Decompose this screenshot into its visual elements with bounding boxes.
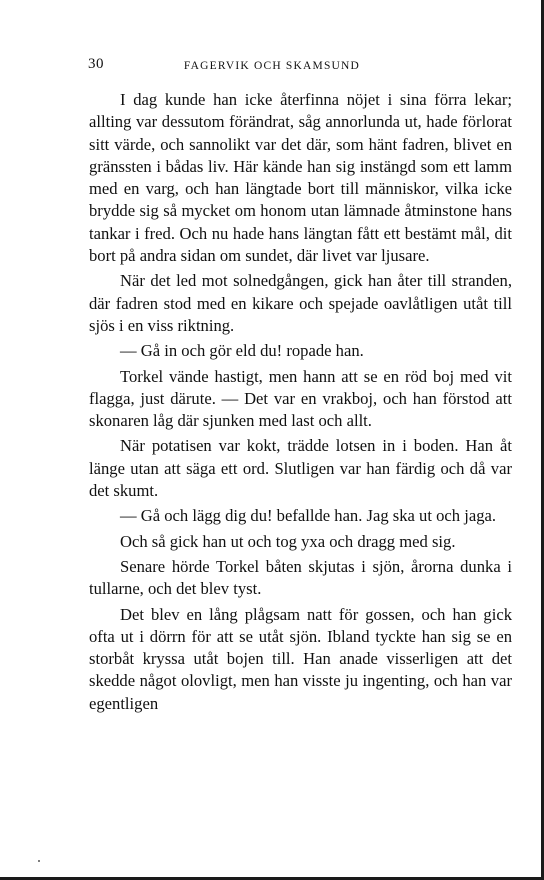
- paragraph: Och så gick han ut och tog yxa och dragg med sig.: [120, 531, 456, 551]
- paragraph: — Gå och lägg dig du! befallde han. Jag ska ut och jaga.: [120, 506, 497, 526]
- paragraph: I dag kunde han icke återfinna nöjet i sina förra lekar; allting var dessutom förändrat, såg annorlunda ut, hade förlorat sitt värde, och sannolikt var det där, som hänt fadren, blivet en gränssten i bådas liv. Här kände han sig instängd som ett lamm med en varg, och han längtade bort till människor, vilka icke brydde sig så mycket om honom utan lämnade åtminstone hans tankar i fred. Och nu hade hans längtan fått ett bestämt mål, dit bort på andra sidan om sundet, där livet var ljusare.: [89, 90, 512, 266]
- paragraph: Senare hörde Torkel båten skjutas i sjön, årorna dunka i tullarne, och det blev tyst.: [89, 556, 512, 599]
- paragraph: När det led mot solnedgången, gick han åter till stranden, där fadren stod med en kikare och spejade oavlåtligen utåt till sjös i en viss riktning.: [89, 271, 512, 335]
- scan-speck: [38, 860, 40, 862]
- paragraph: — Gå in och gör eld du! ropade han.: [120, 341, 364, 361]
- paragraph: När potatisen var kokt, trädde lotsen in i boden. Han åt länge utan att säga ett ord. Slutligen var han färdig och då var det skumt.: [89, 436, 512, 501]
- paragraph: Torkel vände hastigt, men hann att se en röd boj med vit flagga, just därute. — Det var en vrakboj, och han förstod att skonaren låg där sjunken med last och allt.: [89, 366, 512, 431]
- page-number: 30: [88, 56, 104, 72]
- running-title: FAGERVIK OCH SKAMSUND: [183, 60, 361, 72]
- paragraph: Det blev en lång plågsam natt för gossen, och han gick ofta ut i dörrn för att se utåt sjön. Ibland tyckte han sig se en storbåt kryssa utåt bojen till. Han anade visserligen att det skedde något olovligt, men han visste ju ingenting, och han var egentligen: [89, 604, 512, 713]
- body-text: [89, 89, 512, 718]
